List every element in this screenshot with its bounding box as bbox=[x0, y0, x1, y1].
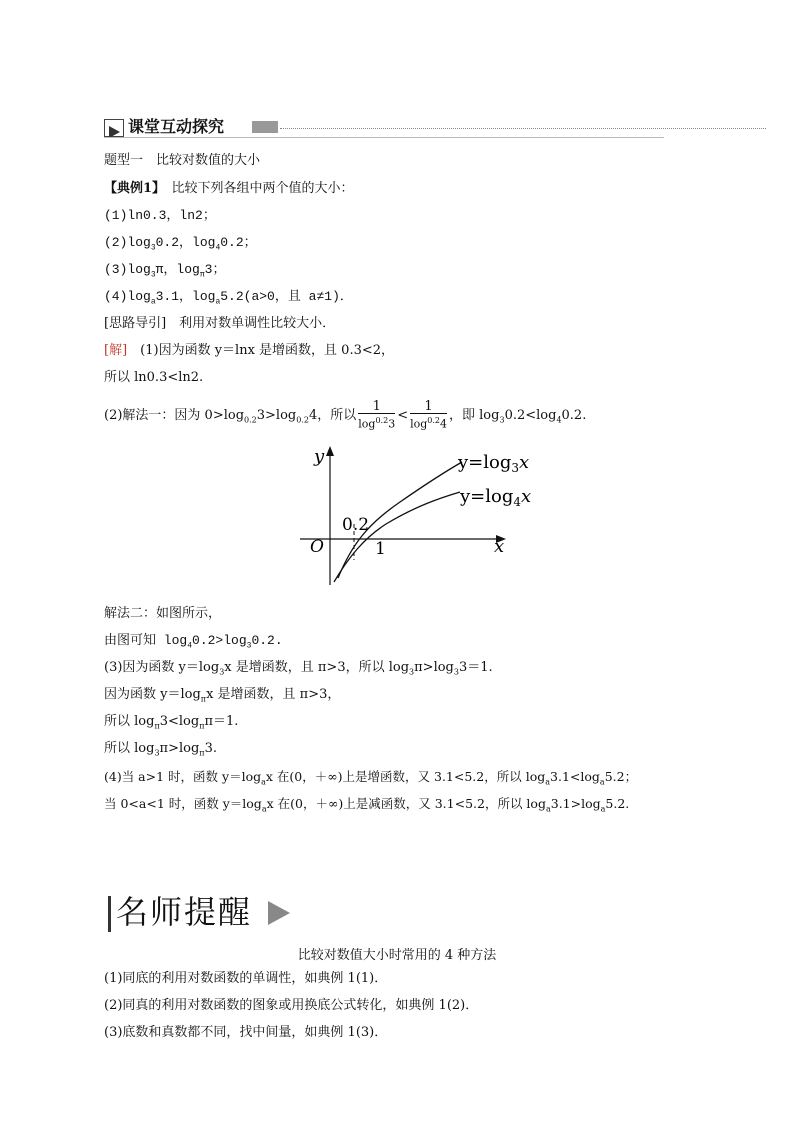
header-decoration bbox=[252, 121, 278, 133]
method2-conclusion: 由图可知 $\log_40.2>\log_30.2$. bbox=[104, 633, 283, 651]
solution-line-3: (2)解法一：因为 $0>\log_{0.2}3>\log_{0.2}4$，所以 $\frac{1}{\log^{0.2}3}$ < $\frac{1}{\log^{0.2}4}$ ，即 $\log_30.2<\log_40.2$. bbox=[104, 399, 587, 431]
play-arrow-icon bbox=[268, 901, 290, 925]
example-label: 【典例1】 bbox=[104, 181, 159, 196]
solution-3b: 因为函数 $y=\log_\pi x$ 是增函数，且 π>3， bbox=[104, 687, 341, 704]
item-2: $(2)\log_30.2$，$\log_40.2$； bbox=[104, 235, 257, 253]
example-line bbox=[104, 181, 354, 197]
example-text: 比较下列各组中两个值的大小： bbox=[158, 181, 354, 196]
point-label: 0.2 bbox=[342, 515, 370, 535]
curve2-label: $y=\log_4x$ bbox=[460, 486, 532, 509]
item-3: $(3)\log_3\pi$，$\log_\pi 3$； bbox=[104, 262, 226, 280]
fraction-2: $\frac{1}{\log^{0.2}4}$ bbox=[410, 399, 448, 431]
section-title: 课堂互动探究 bbox=[128, 117, 225, 136]
type-title: 题型一 比较对数值的大小 bbox=[104, 153, 261, 168]
y-axis-label: y bbox=[314, 446, 325, 467]
item-4: $(4)\log_a3.1$，$\log_a5.2(a>0$，且 a≠1)． bbox=[104, 289, 353, 307]
item-1: (1)ln0.3，ln2； bbox=[104, 208, 216, 223]
curve1-label: $y=\log_3x$ bbox=[458, 452, 530, 475]
x-tick-1: 1 bbox=[375, 539, 386, 559]
log-graph bbox=[290, 440, 530, 590]
tips-title: 名师提醒 bbox=[116, 893, 253, 931]
play-icon bbox=[104, 119, 124, 137]
fraction-1: $\frac{1}{\log^{0.2}3}$ bbox=[358, 399, 396, 431]
solution-label: [解] bbox=[104, 343, 128, 358]
tips-subtitle: 比较对数值大小时常用的 4 种方法 bbox=[297, 948, 497, 963]
solution-line-1: [解] (1)因为函数 y＝lnx 是增函数，且 0.3<2， bbox=[104, 343, 395, 358]
solution-4b: 当 0<a<1 时，函数 $y=\log_ax$ 在(0，＋∞)上是减函数，又 3.1<5.2，所以 $\log_a3.1>\log_a5.2$. bbox=[104, 796, 630, 814]
solution-3c: 所以 $\log_\pi 3<\log_\pi\pi=1$. bbox=[104, 714, 239, 731]
solution-line-2: 所以 ln0.3<ln2. bbox=[104, 370, 204, 385]
tips-bar bbox=[108, 896, 111, 932]
x-axis-label: x bbox=[494, 536, 505, 557]
tip-2: (2)同真的利用对数函数的图象或用换底公式转化，如典例 1(2)． bbox=[104, 998, 479, 1013]
y-axis-arrow bbox=[326, 446, 334, 456]
origin-label: O bbox=[310, 537, 324, 557]
header-dotted-line bbox=[280, 128, 766, 129]
tip-1: (1)同底的利用对数函数的单调性，如典例 1(1)． bbox=[104, 971, 388, 986]
method2-line: 解法二：如图所示， bbox=[104, 606, 222, 621]
curve-log4 bbox=[334, 492, 460, 582]
tip-3: (3)底数和真数都不同，找中间量，如典例 1(3)． bbox=[104, 1025, 388, 1040]
hint-line: [思路导引] 利用对数单调性比较大小． bbox=[104, 316, 336, 331]
solution-4a: (4)当 a>1 时，函数 $y=\log_ax$ 在(0，＋∞)上是增函数，又 3.1<5.2，所以 $\log_a3.1<\log_a5.2$； bbox=[104, 769, 638, 787]
header-underline bbox=[104, 137, 664, 138]
solution-3d: 所以 $\log_3\pi>\log_\pi 3$. bbox=[104, 741, 217, 758]
solution-3a: (3)因为函数 $y=\log_3x$ 是增函数，且 π>3，所以 $\log_3\pi>\log_33=1$. bbox=[104, 660, 493, 677]
section-header bbox=[104, 116, 664, 138]
